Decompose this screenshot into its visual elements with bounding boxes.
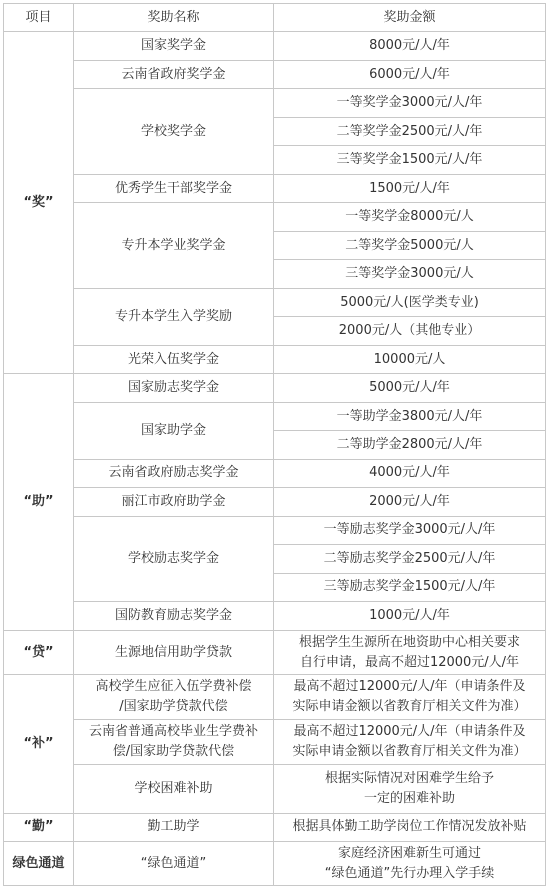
category-lvse: 绿色通道 <box>4 842 74 886</box>
award-name: 专升本学业奖学金 <box>74 203 274 288</box>
amount-line: 根据实际情况对困难学生给予 <box>324 770 494 786</box>
award-amount <box>274 630 546 675</box>
table-row <box>4 374 546 402</box>
table-row <box>4 813 546 841</box>
award-name <box>74 675 274 720</box>
table-row <box>4 516 546 544</box>
financial-aid-table <box>3 3 546 886</box>
award-name: 优秀学生干部奖学金 <box>74 174 274 202</box>
table-row <box>4 764 546 813</box>
table-row <box>4 720 546 765</box>
award-name: 光荣入伍奖学金 <box>74 345 274 373</box>
header-category: 项目 <box>4 4 74 32</box>
table-row <box>4 89 546 117</box>
category-dai: “贷” <box>4 630 74 675</box>
name-line: 云南省普通高校毕业生学费补 <box>88 724 258 740</box>
award-amount: 1500元/人/年 <box>274 174 546 202</box>
award-amount: 4000元/人/年 <box>274 459 546 487</box>
category-zhu: “助” <box>4 374 74 630</box>
amount-line: “绿色通道”先行办理入学手续 <box>324 865 495 881</box>
award-name: “绿色通道” <box>74 842 274 886</box>
award-amount <box>274 764 546 813</box>
table-row <box>4 203 546 231</box>
award-amount: 2000元/人（其他专业） <box>274 317 546 345</box>
award-name: 国防教育励志奖学金 <box>74 602 274 630</box>
award-name: 专升本学生入学奖励 <box>74 288 274 345</box>
award-amount <box>274 675 546 720</box>
category-qin: “勤” <box>4 813 74 841</box>
award-amount: 一等奖学金8000元/人 <box>274 203 546 231</box>
table-row <box>4 32 546 60</box>
header-name: 奖助名称 <box>74 4 274 32</box>
award-amount: 二等助学金2800元/人/年 <box>274 431 546 459</box>
name-line: 高校学生应征入伍学费补偿 <box>95 679 252 695</box>
table-row <box>4 174 546 202</box>
award-amount: 6000元/人/年 <box>274 60 546 88</box>
award-name: 生源地信用助学贷款 <box>74 630 274 675</box>
award-amount: 三等励志奖学金1500元/人/年 <box>274 573 546 601</box>
award-amount: 10000元/人 <box>274 345 546 373</box>
table-row <box>4 842 546 886</box>
award-name: 云南省政府奖学金 <box>74 60 274 88</box>
name-line: /国家助学贷款代偿 <box>119 699 228 715</box>
award-amount: 三等奖学金1500元/人/年 <box>274 146 546 174</box>
table-row <box>4 459 546 487</box>
award-amount: 一等奖学金3000元/人/年 <box>274 89 546 117</box>
award-amount: 一等助学金3800元/人/年 <box>274 402 546 430</box>
award-amount: 2000元/人/年 <box>274 488 546 516</box>
award-amount: 二等奖学金2500元/人/年 <box>274 117 546 145</box>
amount-line: 家庭经济困难新生可通过 <box>337 845 481 861</box>
table-row <box>4 602 546 630</box>
table-row <box>4 630 546 675</box>
award-amount: 二等奖学金5000元/人 <box>274 231 546 259</box>
table-row <box>4 288 546 316</box>
award-amount: 三等奖学金3000元/人 <box>274 260 546 288</box>
award-name: 勤工助学 <box>74 813 274 841</box>
award-name: 国家奖学金 <box>74 32 274 60</box>
table-row <box>4 402 546 430</box>
amount-line: 根据学生生源所在地资助中心相关要求 <box>298 634 520 650</box>
award-amount <box>274 842 546 886</box>
award-name: 学校困难补助 <box>74 764 274 813</box>
amount-line: 最高不超过12000元/人/年（申请条件及 <box>293 724 526 740</box>
amount-line: 实际申请金额以省教育厅相关文件为准） <box>292 699 527 715</box>
award-amount: 5000元/人(医学类专业) <box>274 288 546 316</box>
award-amount: 根据具体勤工助学岗位工作情况发放补贴 <box>274 813 546 841</box>
award-amount: 一等励志奖学金3000元/人/年 <box>274 516 546 544</box>
table-row <box>4 345 546 373</box>
name-line: 偿/国家助学贷款代偿 <box>112 744 235 760</box>
award-name: 国家助学金 <box>74 402 274 459</box>
table-row <box>4 675 546 720</box>
award-name <box>74 720 274 765</box>
amount-line: 实际申请金额以省教育厅相关文件为准） <box>292 744 527 760</box>
category-bu: “补” <box>4 675 74 813</box>
award-name: 学校励志奖学金 <box>74 516 274 601</box>
table-row <box>4 60 546 88</box>
amount-line: 最高不超过12000元/人/年（申请条件及 <box>293 679 526 695</box>
award-name: 丽江市政府助学金 <box>74 488 274 516</box>
amount-line: 自行申请，最高不超过12000元/人/年 <box>299 654 520 670</box>
header-amount: 奖助金额 <box>274 4 546 32</box>
award-name: 云南省政府励志奖学金 <box>74 459 274 487</box>
category-jiang: “奖” <box>4 32 74 374</box>
amount-line: 一定的困难补助 <box>363 790 455 806</box>
award-name: 国家励志奖学金 <box>74 374 274 402</box>
header-row <box>4 4 546 32</box>
table-row <box>4 488 546 516</box>
award-amount: 二等励志奖学金2500元/人/年 <box>274 545 546 573</box>
award-name: 学校奖学金 <box>74 89 274 174</box>
award-amount: 8000元/人/年 <box>274 32 546 60</box>
award-amount: 1000元/人/年 <box>274 602 546 630</box>
award-amount <box>274 720 546 765</box>
award-amount: 5000元/人/年 <box>274 374 546 402</box>
